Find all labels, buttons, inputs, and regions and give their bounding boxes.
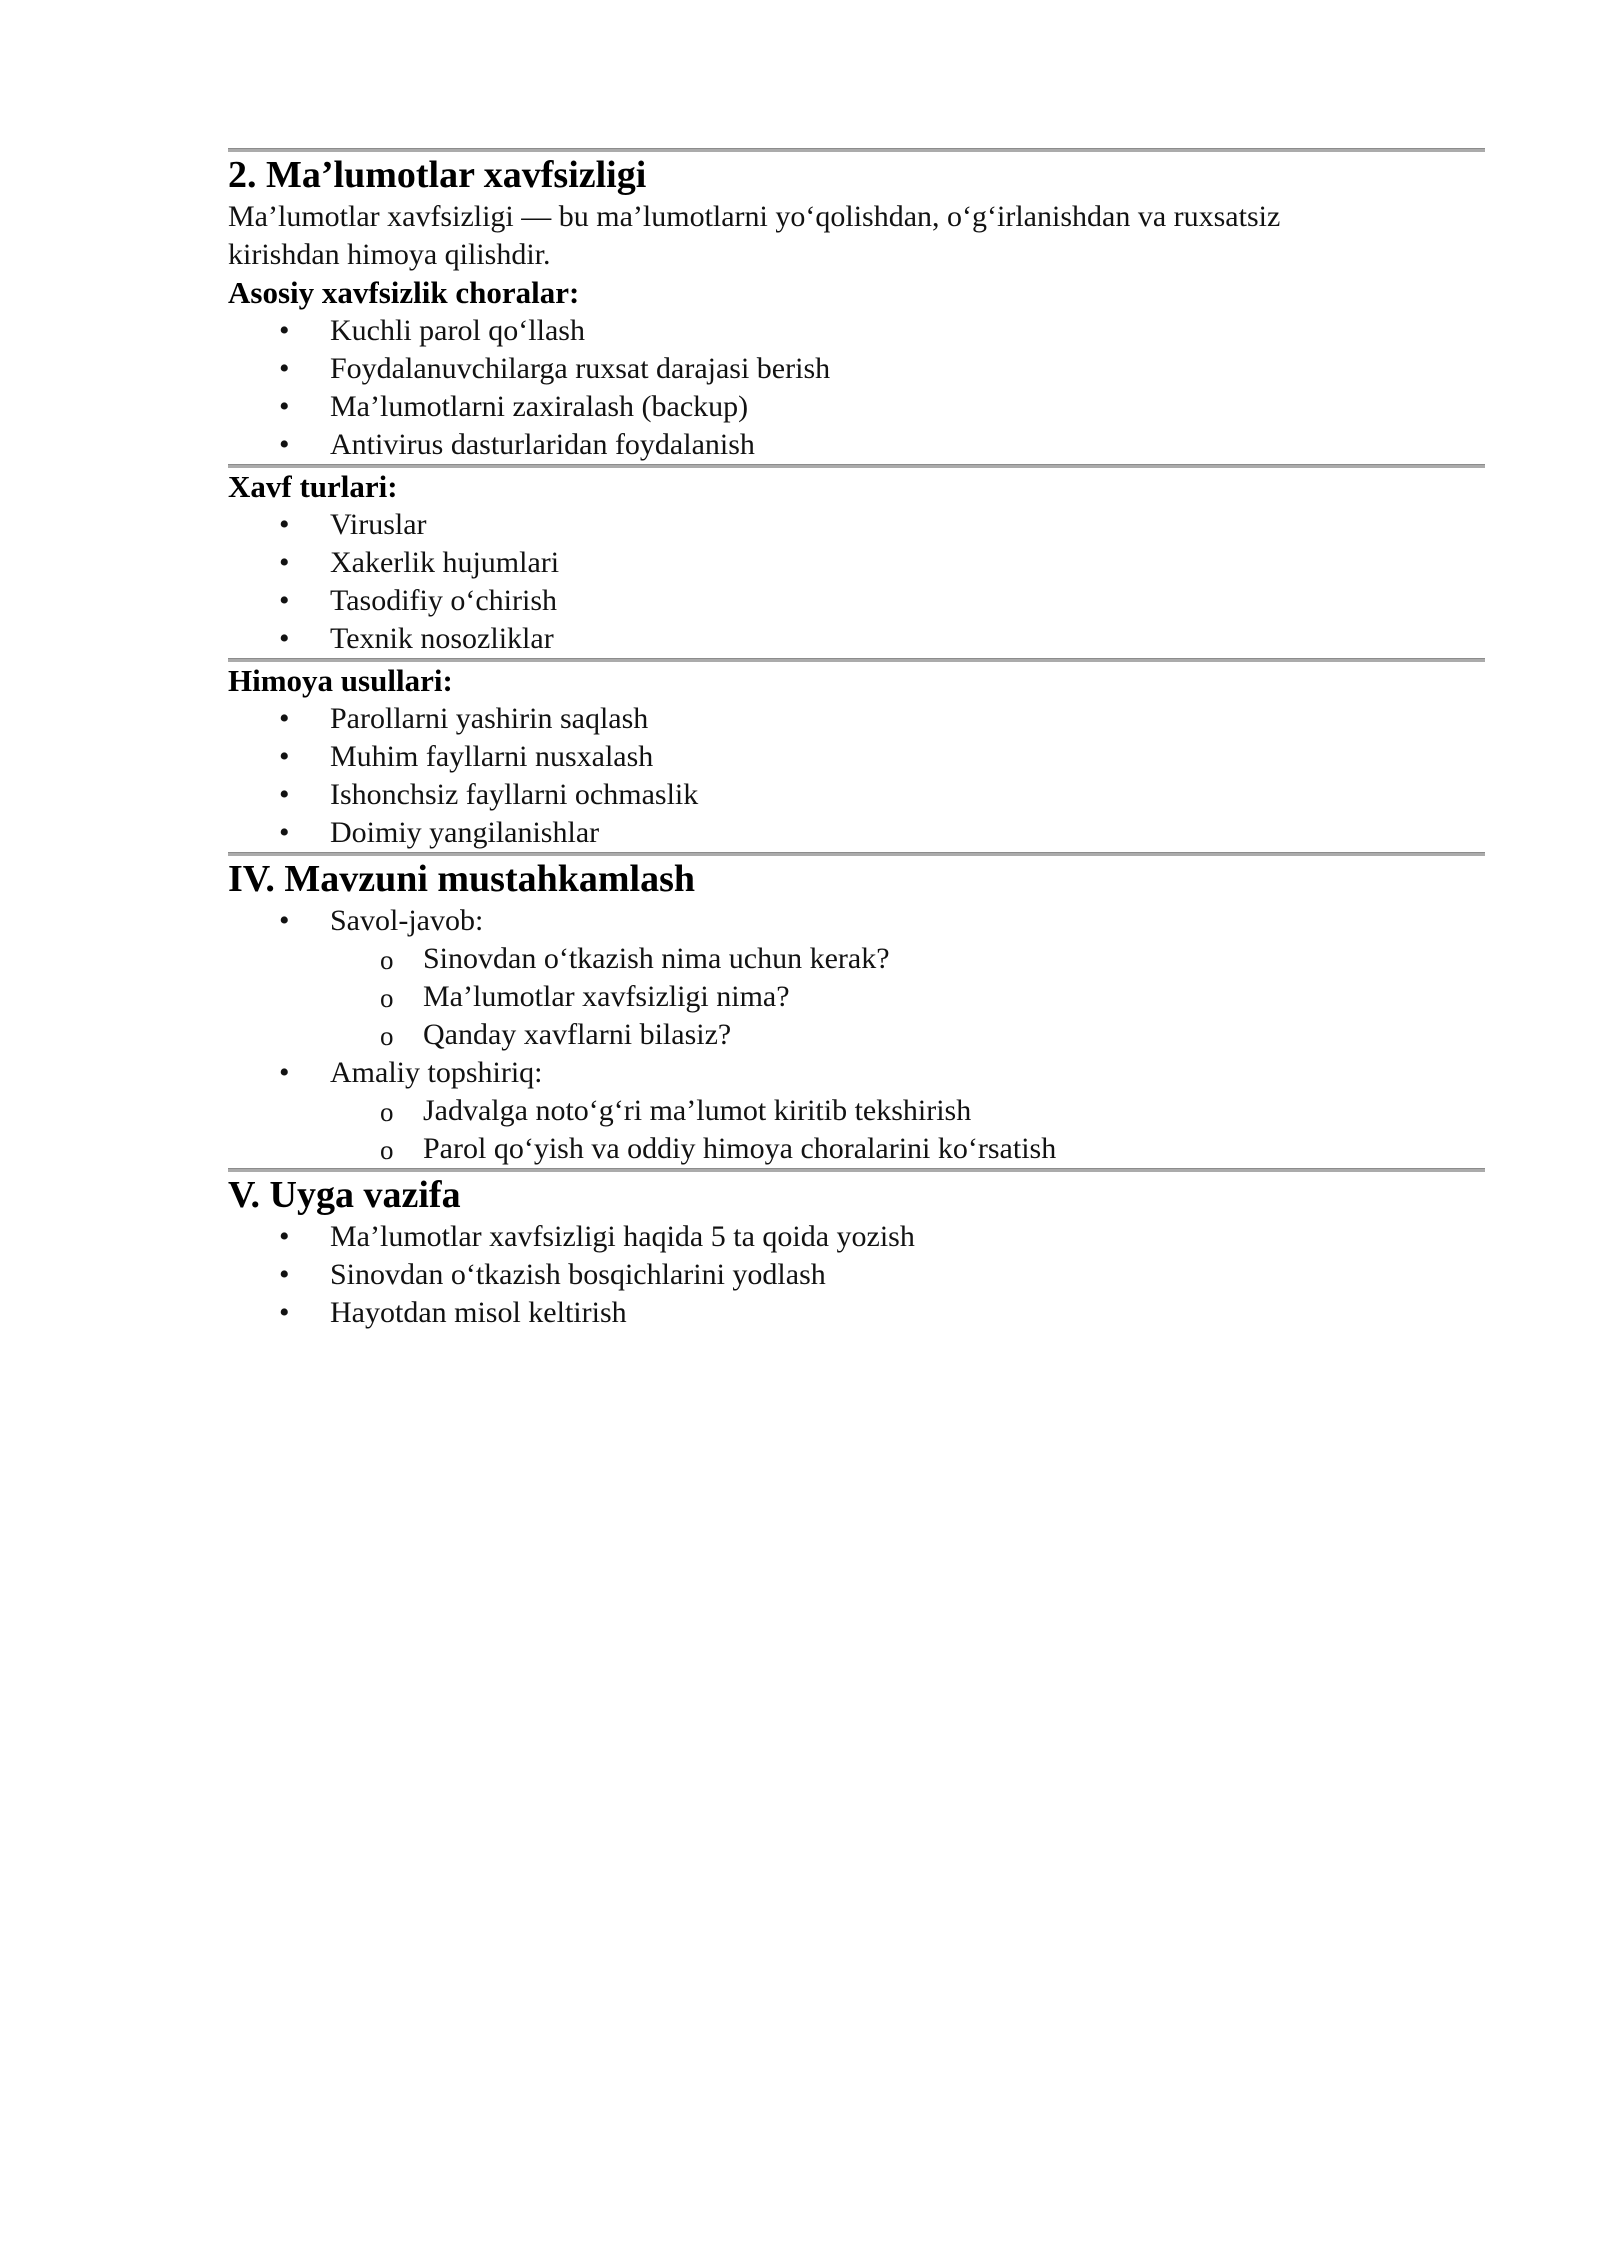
bullet-icon: • [279,1296,290,1329]
bullet-icon: • [279,622,290,655]
bullet-icon: • [279,702,290,735]
sub-list-item-text: Qanday xavflarni bilasiz? [423,1018,732,1051]
bullet-icon: • [279,1220,290,1253]
risks-label: Xavf turlari: [228,469,398,504]
bullet-icon: • [279,352,290,385]
list-item [228,426,1485,464]
list-item-text: Hayotdan misol keltirish [330,1296,627,1329]
sub-bullet-icon: o [380,1135,394,1165]
list-item [228,700,1485,738]
list-item [228,350,1485,388]
sub-list [330,1092,1485,1168]
sub-list-item [330,978,1485,1016]
list-item-text: Sinovdan o‘tkazish bosqichlarini yodlash [330,1258,826,1291]
sub-bullet-icon: o [380,945,394,975]
bullet-icon: • [279,904,290,937]
protection-label: Himoya usullari: [228,663,453,698]
section-heading-data-security: 2. Ma’lumotlar xavfsizligi [228,154,647,196]
list-item [228,1218,1485,1256]
list-item [228,738,1485,776]
list-item-text: Doimiy yangilanishlar [330,816,600,849]
list-item [228,506,1485,544]
list-item-text: Ma’lumotlar xavfsizligi haqida 5 ta qoida yozish [330,1220,915,1253]
sub-list-item [330,1016,1485,1054]
measures-label: Asosiy xavfsizlik choralar: [228,275,580,310]
sub-list [330,940,1485,1054]
list-item-text: Foydalanuvchilarga ruxsat darajasi berish [330,352,831,385]
list-item-text: Kuchli parol qo‘llash [330,314,585,347]
bullet-icon: • [279,1056,290,1089]
list-item [228,620,1485,658]
sub-list-item-text: Ma’lumotlar xavfsizligi nima? [423,980,790,1013]
list-item [228,388,1485,426]
list-item-text: Xakerlik hujumlari [330,546,560,579]
bullet-icon: • [279,390,290,423]
section-heading-homework: V. Uyga vazifa [228,1174,461,1216]
section-heading-reinforcement: IV. Mavzuni mustahkamlash [228,858,696,900]
list-item-text: Viruslar [330,508,427,541]
risks-list [228,506,1485,658]
bullet-icon: • [279,508,290,541]
list-item-text: Tasodifiy o‘chirish [330,584,558,617]
list-item [228,582,1485,620]
bullet-icon: • [279,740,290,773]
list-item [228,1054,1485,1168]
list-item [228,814,1485,852]
list-item [228,312,1485,350]
bullet-icon: • [279,584,290,617]
sub-list-item [330,1092,1485,1130]
bullet-icon: • [279,816,290,849]
list-item-text: Parollarni yashirin saqlash [330,702,649,735]
list-item [228,1294,1485,1332]
bullet-icon: • [279,428,290,461]
bullet-icon: • [279,1258,290,1291]
sub-list-item-text: Sinovdan o‘tkazish nima uchun kerak? [423,942,890,975]
sub-bullet-icon: o [380,983,394,1013]
reinforcement-list [228,902,1485,1168]
list-item-text: Muhim fayllarni nusxalash [330,740,654,773]
list-item [228,1256,1485,1294]
sub-list-item [330,1130,1485,1168]
list-item-text: Ma’lumotlarni zaxiralash (backup) [330,390,749,423]
sub-list-item-text: Parol qo‘yish va oddiy himoya choralarini ko‘rsatish [423,1132,1057,1165]
list-item [228,544,1485,582]
bullet-icon: • [279,546,290,579]
list-item-text: Amaliy topshiriq: [330,1056,543,1089]
document-content [228,0,1485,1332]
list-item-text: Antivirus dasturlaridan foydalanish [330,428,755,461]
sub-bullet-icon: o [380,1021,394,1051]
list-item-text: Ishonchsiz fayllarni ochmaslik [330,778,699,811]
list-item-text: Savol-javob: [330,904,484,937]
homework-list [228,1218,1485,1332]
list-item [228,776,1485,814]
list-item [228,902,1485,1054]
bullet-icon: • [279,314,290,347]
measures-list [228,312,1485,464]
list-item-text: Texnik nosozliklar [330,622,554,655]
sub-bullet-icon: o [380,1097,394,1127]
intro-paragraph: Ma’lumotlar xavfsizligi — bu ma’lumotlarni yo‘qolishdan, o‘g‘irlanishdan va ruxsatsiz kirishdan himoya qilishdir. [228,200,1281,271]
sub-list-item [330,940,1485,978]
bullet-icon: • [279,778,290,811]
sub-list-item-text: Jadvalga noto‘g‘ri ma’lumot kiritib tekshirish [423,1094,972,1127]
protection-list [228,700,1485,852]
